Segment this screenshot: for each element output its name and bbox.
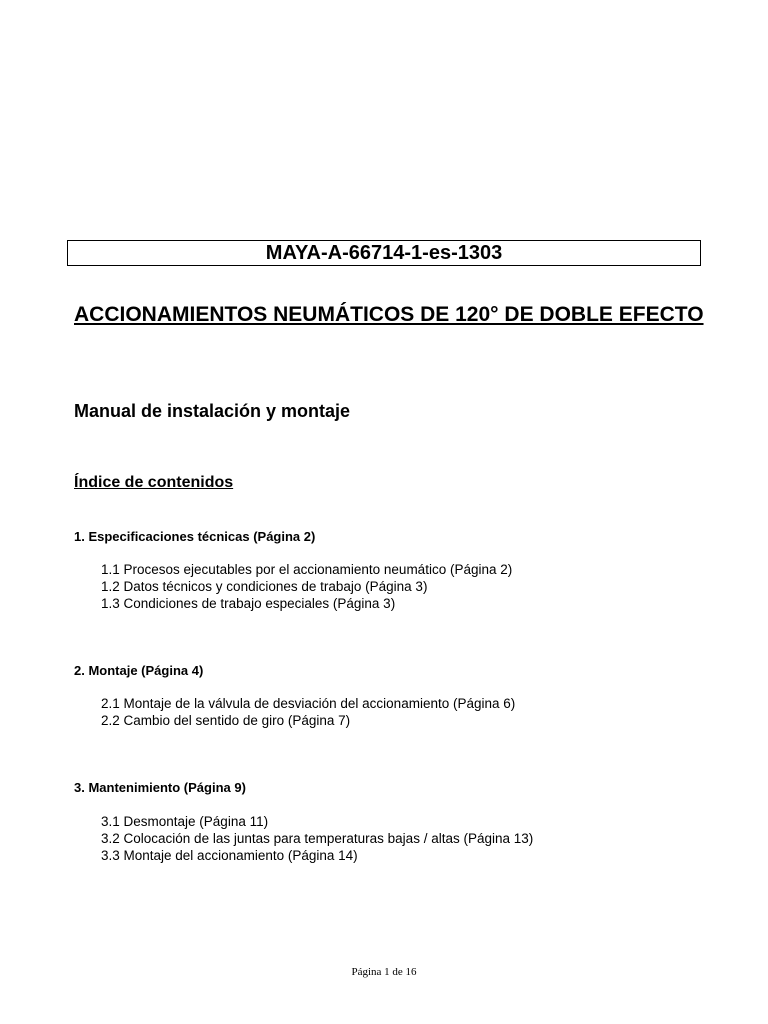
toc-section-1-items	[101, 561, 512, 612]
toc-item: 1.2 Datos técnicos y condiciones de trabajo (Página 3)	[101, 579, 428, 594]
toc-section-2-title: 2. Montaje (Página 4)	[74, 663, 204, 678]
toc-item: 1.3 Condiciones de trabajo especiales (Página 3)	[101, 596, 396, 611]
toc-item: 1.1 Procesos ejecutables por el accionamiento neumático (Página 2)	[101, 562, 513, 577]
toc-item: 3.2 Colocación de las juntas para temperaturas bajas / altas (Página 13)	[101, 831, 534, 846]
toc-heading: Índice de contenidos	[74, 474, 234, 491]
document-code-box	[67, 240, 701, 266]
toc-section-1-title: 1. Especificaciones técnicas (Página 2)	[74, 529, 316, 544]
toc-item: 3.3 Montaje del accionamiento (Página 14)	[101, 848, 358, 863]
toc-item: 2.1 Montaje de la válvula de desviación del accionamiento (Página 6)	[101, 696, 516, 711]
toc-item: 2.2 Cambio del sentido de giro (Página 7)	[101, 713, 351, 728]
page-number: Página 1 de 16	[351, 966, 417, 978]
toc-item: 3.1 Desmontaje (Página 11)	[101, 814, 269, 829]
toc-section-3-items	[101, 813, 533, 864]
document-subtitle: Manual de instalación y montaje	[74, 401, 351, 421]
document-code: MAYA-A-66714-1-es-1303	[265, 241, 503, 264]
toc-section-3-title: 3. Mantenimiento (Página 9)	[74, 780, 246, 795]
page-footer	[0, 966, 768, 978]
toc-section-2-items	[101, 695, 515, 729]
document-title: ACCIONAMIENTOS NEUMÁTICOS DE 120° DE DOBLE EFECTO	[74, 303, 704, 326]
